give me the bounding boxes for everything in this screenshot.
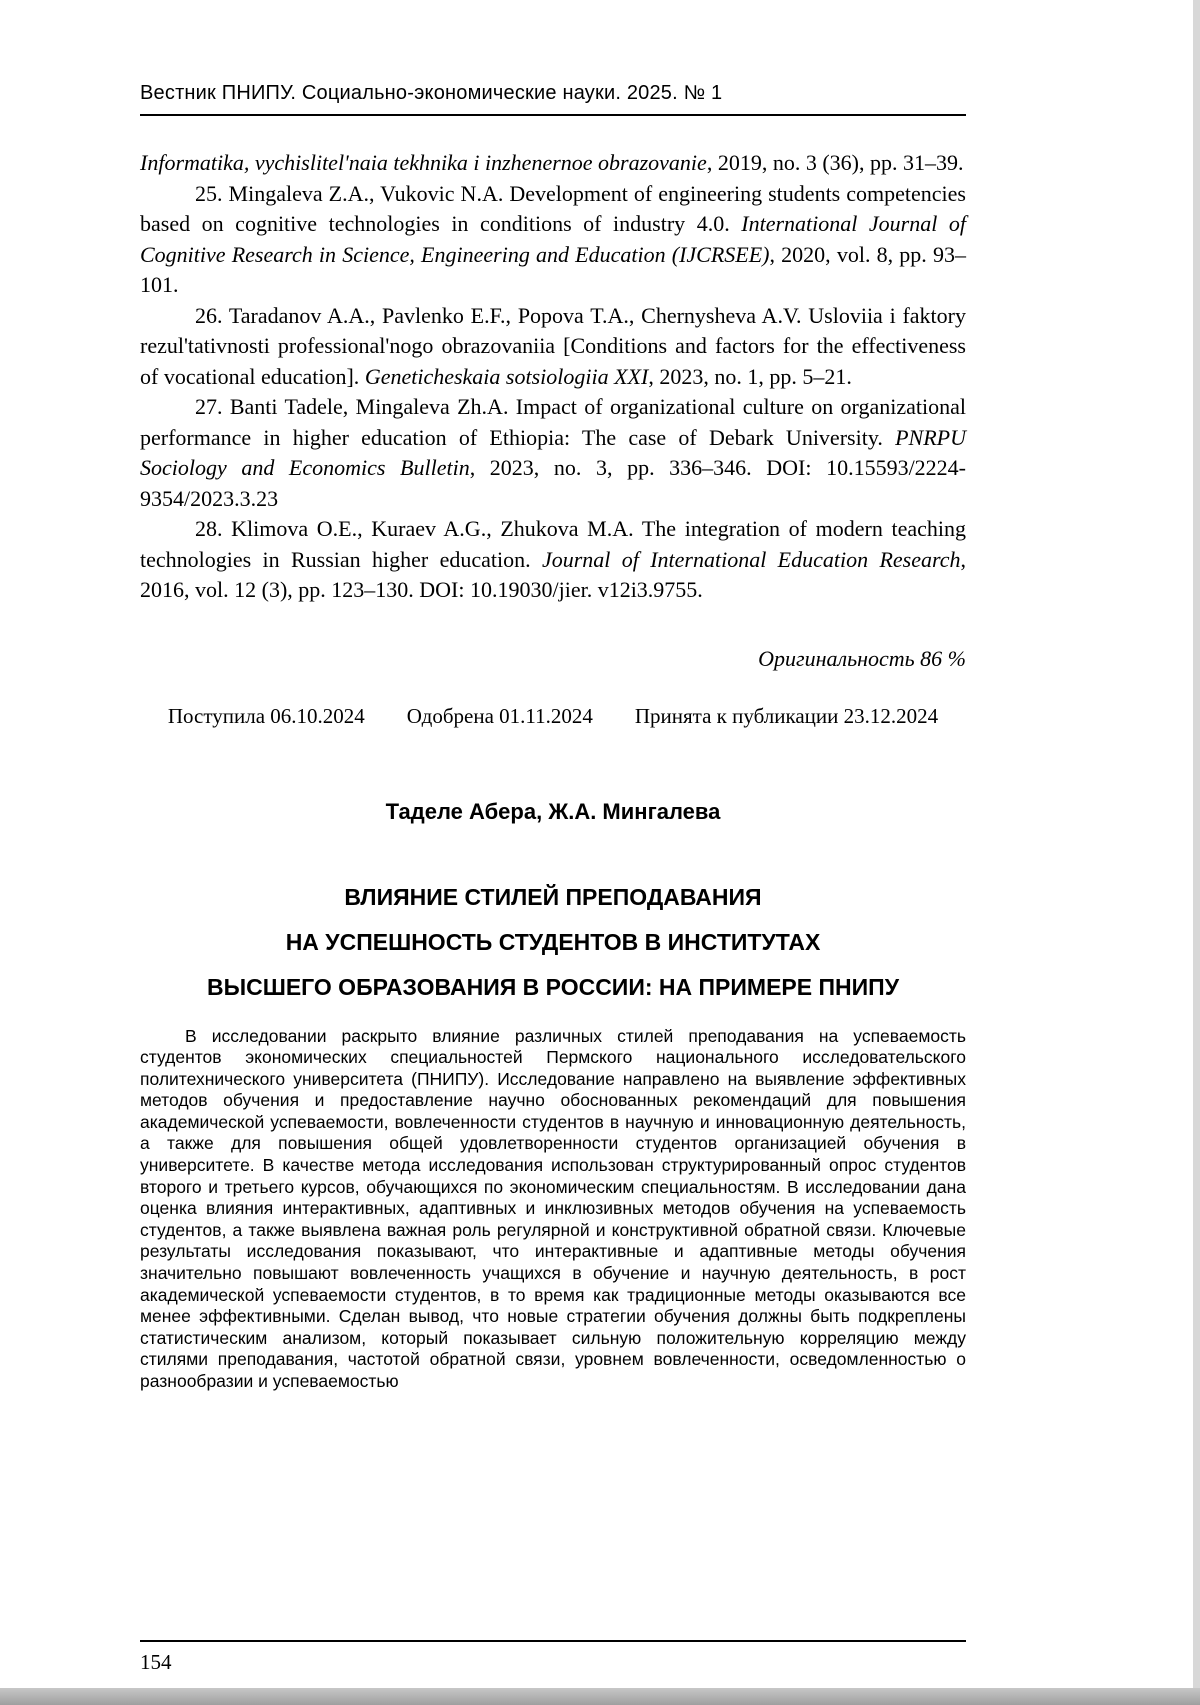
reference-text-segment: 26. Taradanov A.A., Pavlenko E.F., Popova T.A., Chernysheva A.V. Usloviia i faktory rezul'tativnosti professional'nogo obrazovaniia [Conditions and factors for the effectiveness of vocational education]. <box>140 302 966 389</box>
scan-edge-bottom <box>0 1688 1200 1705</box>
journal-header <box>140 82 966 116</box>
reference-text-segment: Geneticheskaia sotsiologiia XXI <box>364 363 649 389</box>
reference-text-segment: , 2023, no. 3, pp. 336–346. DOI: 10.15593/2224-9354/2023.3.23 <box>140 455 967 511</box>
reference-text-segment: International Journal of Cognitive Research in Science, Engineering and Education (IJCRSEE) <box>140 211 966 267</box>
reference-item <box>140 148 966 179</box>
reference-text-segment: , 2020, vol. 8, pp. 93–101. <box>140 241 966 297</box>
reference-text-segment: , 2019, no. 3 (36), pp. 31–39. <box>706 150 964 175</box>
reference-text-segment: 25. Mingaleva Z.A., Vukovic N.A. Development of engineering students competencies based on cognitive technologies in conditions of industry 4.0. <box>140 180 966 236</box>
article-title-line-3: ВЫСШЕГО ОБРАЗОВАНИЯ В РОССИИ: НА ПРИМЕРЕ ПНИПУ <box>206 973 900 1000</box>
scan-edge-right <box>1193 0 1200 1705</box>
date-accepted: Принята к публикации 23.12.2024 <box>634 703 939 728</box>
article-title <box>140 875 966 1010</box>
originality-note: Оригинальность 86 % <box>758 645 966 671</box>
article-title-line-2: НА УСПЕШНОСТЬ СТУДЕНТОВ В ИНСТИТУТАХ <box>285 928 821 955</box>
reference-text-segment: , 2016, vol. 12 (3), pp. 123–130. DOI: 10.19030/jier. v12i3.9755. <box>140 546 966 602</box>
reference-text-segment: PNRPU Sociology and Economics Bulletin <box>140 424 966 480</box>
journal-header-text: Вестник ПНИПУ. Социально-экономические науки. 2025. № 1 <box>140 82 723 104</box>
reference-item <box>140 514 966 606</box>
reference-item <box>140 179 966 301</box>
date-received: Поступила 06.10.2024 <box>167 703 365 728</box>
article-title-line-1: ВЛИЯНИЕ СТИЛЕЙ ПРЕПОДАВАНИЯ <box>344 883 762 910</box>
reference-text-segment: 27. Banti Tadele, Mingaleva Zh.A. Impact of organizational culture on organizational performance in higher education of Ethiopia: The case of Debark University. <box>140 394 966 450</box>
date-approved: Одобрена 01.11.2024 <box>406 703 593 728</box>
reference-text-segment: 28. Klimova O.E., Kuraev A.G., Zhukova M.A. The integration of modern teaching technologies in Russian higher education. <box>140 516 966 572</box>
references-list <box>140 148 966 606</box>
reference-text-segment: Informatika, vychislitel'naia tekhnika i inzhenernoe obrazovanie <box>140 150 707 175</box>
reference-item <box>140 392 966 514</box>
article-authors: Таделе Абера, Ж.А. Мингалева <box>385 798 721 824</box>
dates-row <box>140 704 966 729</box>
reference-text-segment: Journal of International Education Research <box>541 546 961 572</box>
reference-item <box>140 301 966 393</box>
page-footer <box>140 1640 966 1675</box>
reference-text-segment: , 2023, no. 1, pp. 5–21. <box>648 363 852 389</box>
article-abstract: В исследовании раскрыто влияние различных стилей преподавания на успеваемость студентов экономических специальностей Пермского национального исследовательского политехнического университета (ПНИПУ). Исследование направлено на выявление эффективных методов обучения и предоставление научно обоснованных рекомендаций для повышения академической успеваемости, вовлеченности студентов в научную и инновационную деятельность, а также для повышения общей удовлетворенности студентов организацией обучения в университете. В качестве метода исследования использован структурированный опрос студентов второго и третьего курсов, обучающихся по экономическим специальностям. В исследовании дана оценка влияния интерактивных, адаптивных и инклюзивных методов обучения на успеваемость студентов, а также выявлена важная роль регулярной и конструктивной обратной связи. Ключевые результаты исследования показывают, что интерактивные и адаптивные методы обучения значительно повышают вовлеченность учащихся в обучение и научную деятельность, в рост академической успеваемости студентов, в то время как традиционные методы оказываются все менее эффективными. Сделан вывод, что новые стратегии обучения должны быть подкреплены статистическим анализом, который показывает сильную положительную корреляцию между стилями преподавания, частотой обратной связи, уровнем вовлеченности, осведомленностью о разнообразии и успеваемостью <box>140 1025 966 1391</box>
page-number: 154 <box>140 1650 172 1674</box>
